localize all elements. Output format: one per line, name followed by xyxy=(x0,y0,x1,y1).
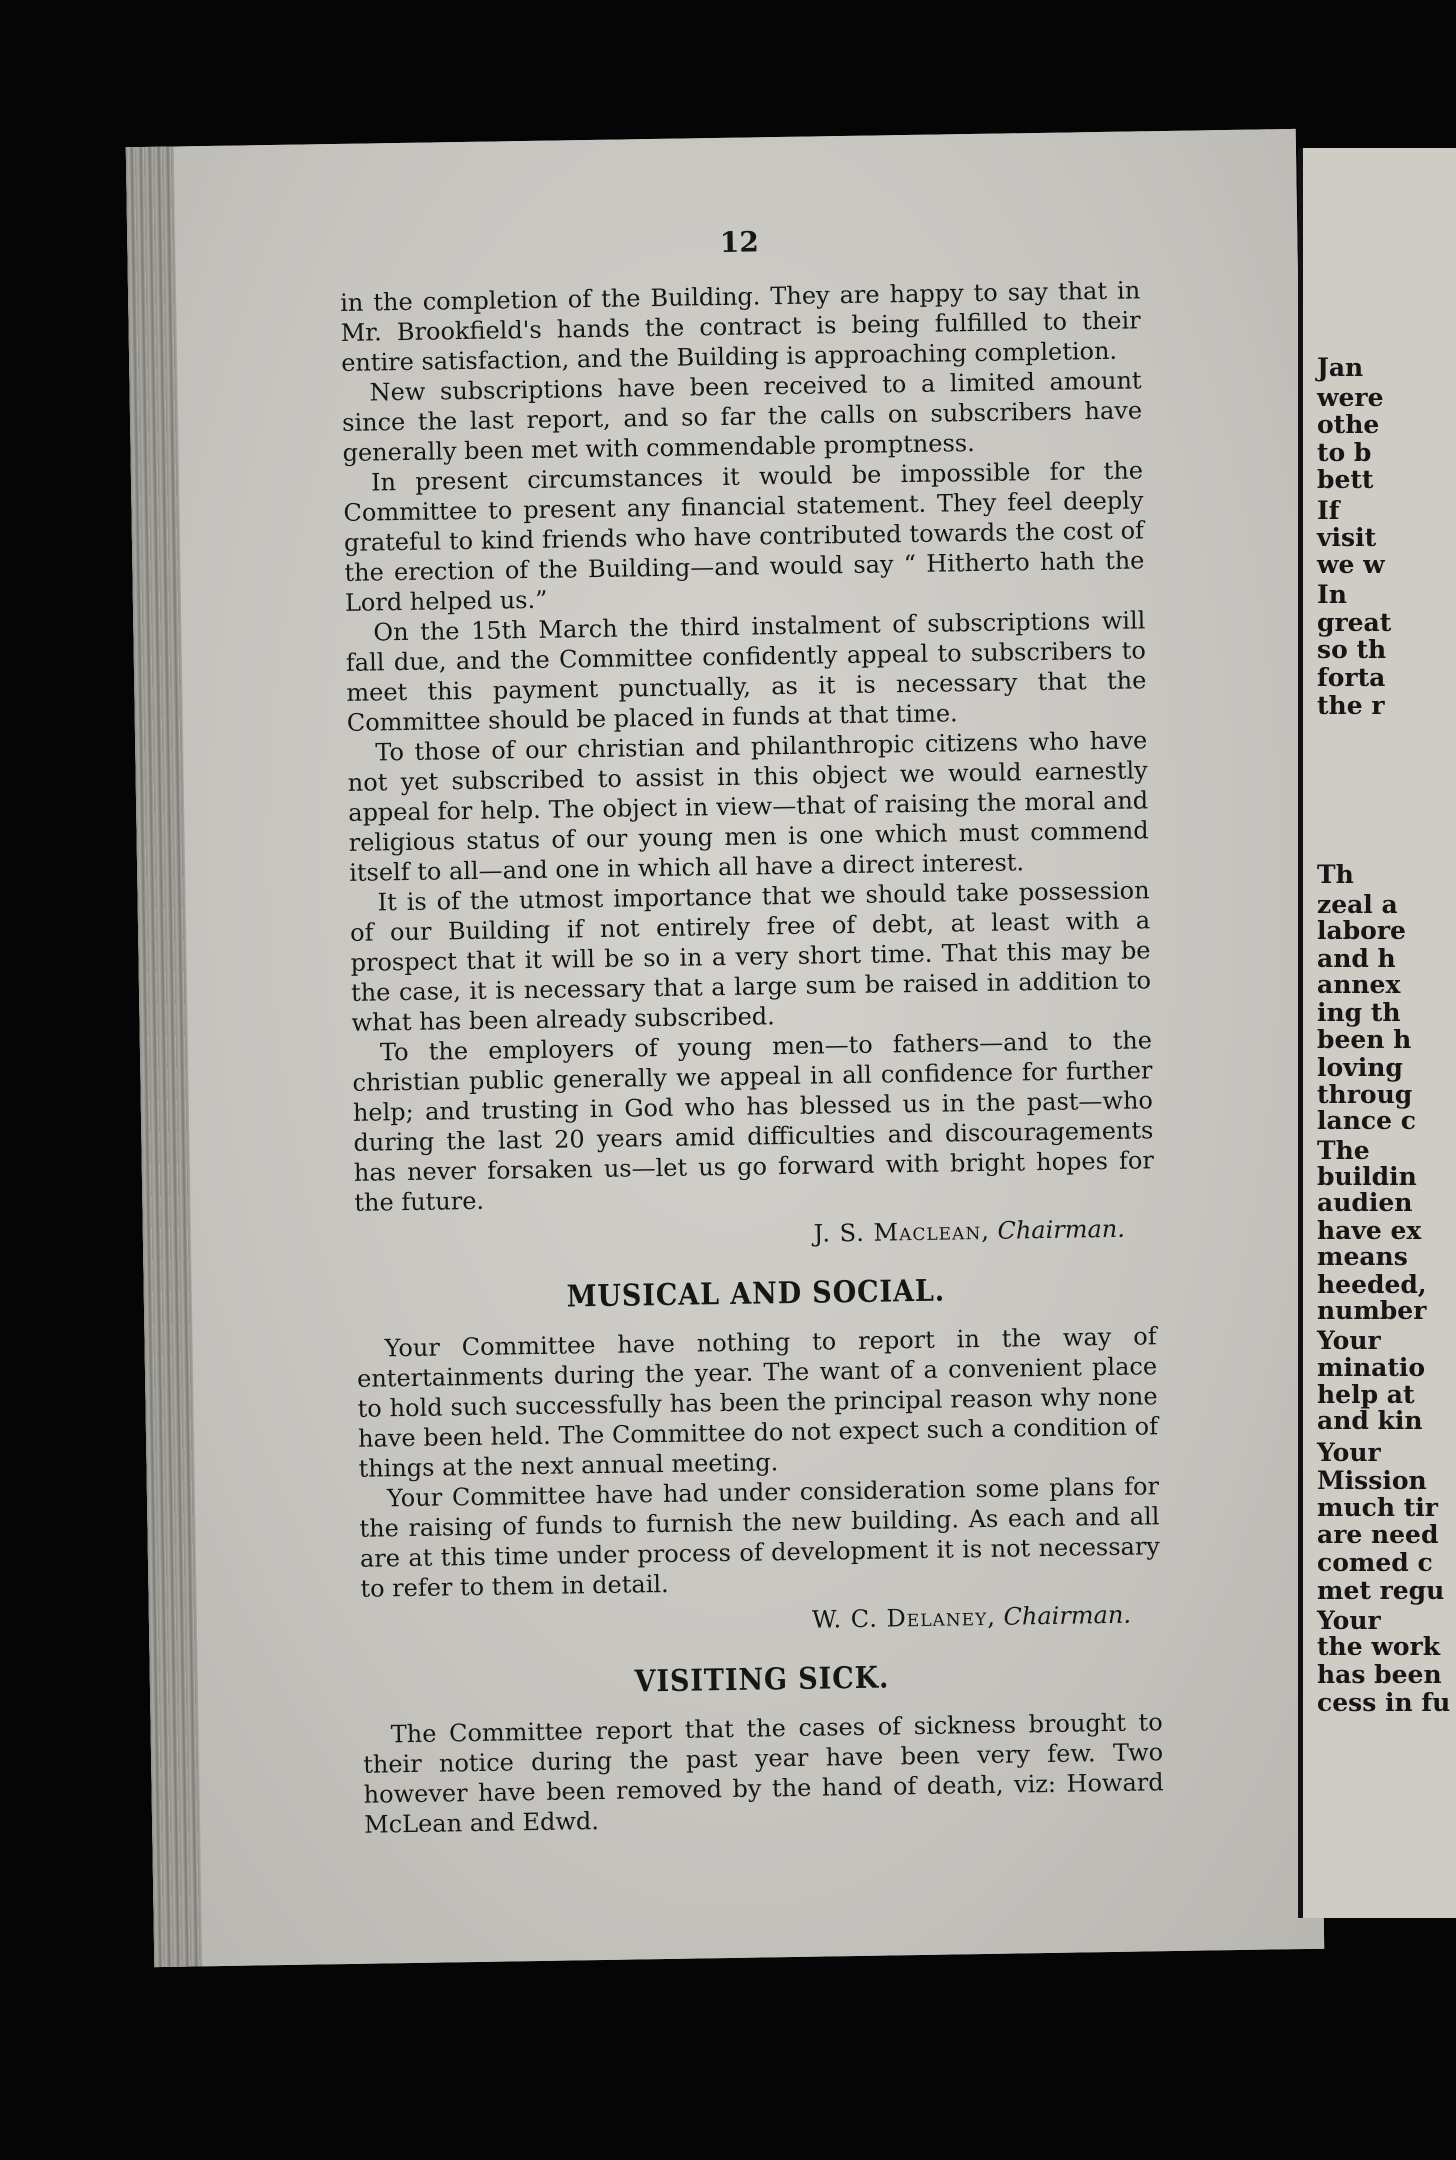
right-page-fragment: help at xyxy=(1317,1380,1415,1409)
right-page-fragment: great xyxy=(1317,608,1392,637)
signature-role: Chairman. xyxy=(997,1214,1126,1245)
right-page-fragment: Th xyxy=(1317,860,1354,889)
right-page-fragment: If xyxy=(1317,496,1340,525)
right-page-fragment: to b xyxy=(1317,438,1372,467)
right-page-fragment: minatio xyxy=(1317,1353,1426,1382)
right-page-fragment: are need xyxy=(1317,1520,1439,1549)
signature-role: Chairman. xyxy=(1003,1600,1132,1631)
body-paragraph: In present circumstances it would be impossible for the Committee to present any financial statement. They feel deeply grateful to kind friends who have contributed towards the cost of the erection of the Building—and would say “ Hitherto hath the Lord helped us.” xyxy=(343,456,1145,617)
right-page-fragment: audien xyxy=(1317,1188,1413,1217)
right-page-fragment: Jan xyxy=(1317,353,1364,382)
right-page-fragment: Your xyxy=(1317,1606,1381,1635)
body-paragraph: To those of our christian and philanthropic citizens who have not yet subscribed to assist in this object we would earnestly appeal for help. The object in view—that of raising the moral and religious status of our young men is one which must commend itself to all—and one in which all have a direct interest. xyxy=(347,726,1149,887)
page-content xyxy=(339,221,1164,1839)
signature-name: J. S. Maclean, xyxy=(813,1216,991,1248)
right-page-fragment: throug xyxy=(1317,1080,1413,1109)
body-paragraph: To the employers of young men—to fathers—and to the christian public generally we appeal in all confidence for further help; and trusting in God who has blessed us in the past—who during the last 20 years amid difficulties and discouragements has never forsaken us—let us go forward with bright hopes for the future. xyxy=(352,1026,1155,1217)
right-page-fragment: loving xyxy=(1317,1053,1403,1082)
right-page-fragment: Your xyxy=(1317,1326,1381,1355)
right-page-fragment: Your xyxy=(1317,1438,1381,1467)
right-page-fragment: we w xyxy=(1317,550,1385,579)
right-page-fragment: so th xyxy=(1317,635,1387,664)
right-page-fragment: and kin xyxy=(1317,1406,1423,1435)
body-paragraph: Your Committee have nothing to report in the way of entertainments during the year. The want of a convenient place to hold such successfully has been the principal reason why none have been held. The Committee do not expect such a condition of things at the next annual meeting. xyxy=(356,1322,1159,1483)
right-page-fragment: were xyxy=(1317,383,1384,412)
signature-name: W. C. Delaney, xyxy=(811,1602,997,1634)
right-page-fragment: annex xyxy=(1317,970,1401,999)
page-number: 12 xyxy=(719,225,760,259)
right-page-fragment: lance c xyxy=(1317,1106,1416,1135)
right-page-fragment: ing th xyxy=(1317,998,1401,1027)
body-paragraph: The Committee report that the cases of sickness brought to their notice during the past year have been very few. Two however have been removed by the hand of death, viz: Howard McLean and Edwd. xyxy=(362,1708,1164,1839)
body-paragraph: Your Committee have had under consideration some plans for the raising of funds to furnish the new building. As each and all are at this time under process of development it is not necessary to refer to them in detail. xyxy=(359,1472,1161,1603)
right-page-fragment: have ex xyxy=(1317,1216,1422,1245)
right-page-fragment: Mission xyxy=(1317,1466,1427,1495)
left-page xyxy=(126,129,1324,1967)
right-page-fragment: bett xyxy=(1317,465,1374,494)
right-page-fragment: labore xyxy=(1317,916,1406,945)
body-paragraph: It is of the utmost importance that we should take possession of our Building if not entirely free of debt, at least with a prospect that it will be so in a very short time. That this may be the case, it is necessary that a large sum be raised in addition to what has been already subscribed. xyxy=(349,876,1152,1037)
right-page-fragment: visit xyxy=(1317,523,1377,552)
right-page-fragment: heeded, xyxy=(1317,1270,1427,1299)
right-page-fragment: been h xyxy=(1317,1025,1412,1054)
right-page-fragment: cess in fu xyxy=(1317,1688,1451,1717)
musical-chairman-signature xyxy=(361,1600,1131,1642)
body-paragraph: in the completion of the Building. They are happy to say that in Mr. Brookfield's hands the contract is being fulfilled to their entire satisfaction, and the Building is approaching completion. xyxy=(340,276,1141,377)
right-page-fragment: The xyxy=(1317,1136,1370,1165)
body-paragraph: On the 15th March the third instalment of subscriptions will fall due, and the Committee confidently appeal to subscribers to meet this payment punctually, as it is necessary that the Committee should be placed in funds at that time. xyxy=(345,606,1147,737)
right-page-fragment: buildin xyxy=(1317,1162,1417,1191)
right-page-fragment: othe xyxy=(1317,410,1380,439)
right-page-fragment: forta xyxy=(1317,663,1386,692)
right-page-fragment: zeal a xyxy=(1317,890,1398,919)
right-page-fragment: much tir xyxy=(1317,1493,1438,1522)
right-page-fragment: has been xyxy=(1317,1660,1442,1689)
right-page-fragment: means xyxy=(1317,1242,1408,1271)
right-page-fragment: and h xyxy=(1317,944,1396,973)
building-chairman-signature xyxy=(355,1214,1125,1256)
right-page-fragment: In xyxy=(1317,580,1347,609)
right-page-fragment: the r xyxy=(1317,691,1385,720)
right-page-fragment: number xyxy=(1317,1296,1427,1325)
body-paragraph: New subscriptions have been received to a limited amount since the last report, and so far the calls on subscribers have generally been met with commendable promptness. xyxy=(341,366,1143,467)
section-heading-visiting-sick: VISITING SICK. xyxy=(634,1660,890,1700)
right-page-fragment: the work xyxy=(1317,1632,1441,1661)
right-page-fragment: met regu xyxy=(1317,1576,1445,1605)
section-heading-musical-social: MUSICAL AND SOCIAL. xyxy=(566,1273,946,1315)
page-binding-edge xyxy=(126,147,203,1968)
right-page-fragment: comed c xyxy=(1317,1548,1433,1577)
right-page-edge xyxy=(1298,148,1456,1918)
